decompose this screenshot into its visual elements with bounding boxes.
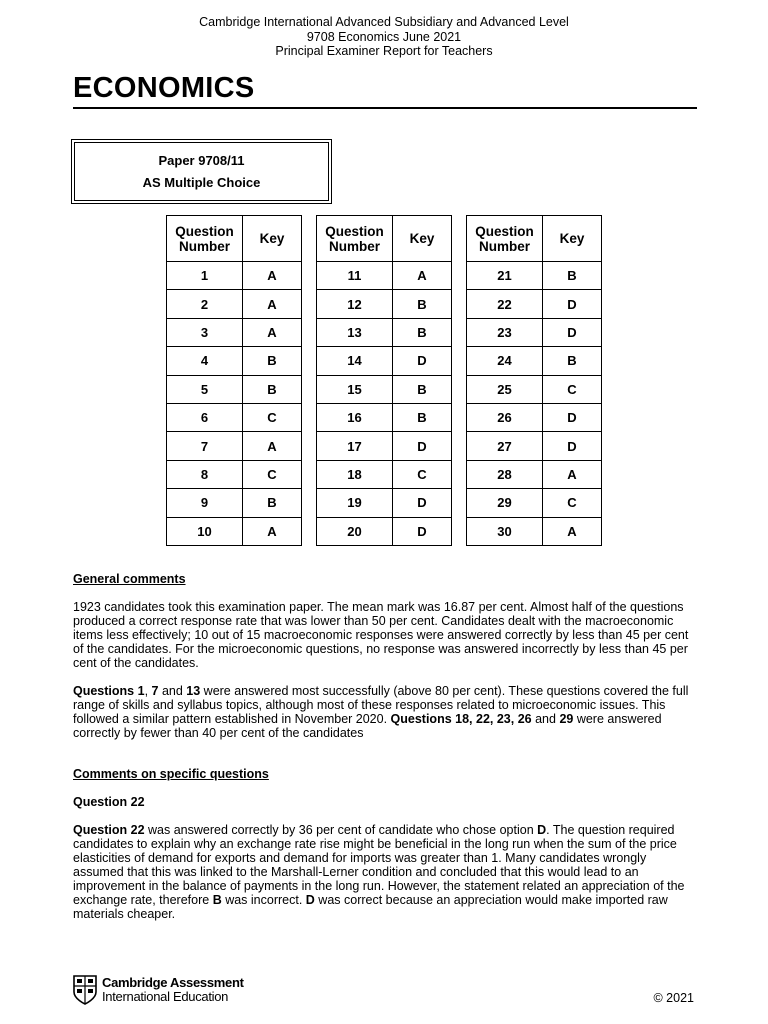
paper-code: Paper 9708/11 [158, 152, 245, 168]
table-row [167, 517, 302, 545]
question-number-cell: 5 [167, 375, 243, 403]
cambridge-logo [73, 975, 244, 1005]
page-title: ECONOMICS [73, 72, 255, 104]
key-cell: C [243, 460, 302, 488]
specific-comments-section [73, 767, 698, 921]
question-number-cell: 18 [317, 460, 393, 488]
question-number-cell: 12 [317, 290, 393, 318]
table-row [167, 290, 302, 318]
key-cell: D [393, 432, 452, 460]
paper-type: AS Multiple Choice [142, 174, 261, 190]
question-number-cell: 1 [167, 262, 243, 290]
question-number-cell: 2 [167, 290, 243, 318]
header-line-1: Cambridge International Advanced Subsidiary and Advanced Level [199, 15, 569, 29]
table-row [467, 432, 602, 460]
key-cell: A [243, 290, 302, 318]
key-cell: D [393, 517, 452, 545]
question-number-cell: 15 [317, 375, 393, 403]
question-number-cell: 25 [467, 375, 543, 403]
question-number-cell: 8 [167, 460, 243, 488]
key-cell: D [543, 403, 602, 431]
table-row [467, 318, 602, 346]
key-header: Key [543, 216, 602, 262]
question-22-heading: Question 22 [73, 795, 145, 809]
question-number-cell: 6 [167, 403, 243, 431]
key-header: Key [243, 216, 302, 262]
key-cell: B [243, 489, 302, 517]
key-cell: A [243, 262, 302, 290]
table-row [167, 489, 302, 517]
question-number-cell: 23 [467, 318, 543, 346]
question-number-cell: 11 [317, 262, 393, 290]
table-row [167, 262, 302, 290]
table-row [167, 318, 302, 346]
table-row [467, 489, 602, 517]
key-cell: A [393, 262, 452, 290]
key-cell: B [243, 375, 302, 403]
question-number-header: Question Number [317, 216, 393, 262]
key-cell: B [243, 347, 302, 375]
key-cell: C [243, 403, 302, 431]
question-number-cell: 22 [467, 290, 543, 318]
question-number-cell: 16 [317, 403, 393, 431]
key-cell: A [543, 460, 602, 488]
question-number-cell: 17 [317, 432, 393, 460]
question-number-cell: 9 [167, 489, 243, 517]
table-row [317, 489, 452, 517]
table-row [167, 375, 302, 403]
question-number-cell: 26 [467, 403, 543, 431]
key-cell: C [543, 489, 602, 517]
copyright: © 2021 [653, 991, 694, 1005]
table-row [167, 403, 302, 431]
key-cell: B [393, 290, 452, 318]
table-row [467, 290, 602, 318]
key-cell: B [543, 262, 602, 290]
key-header: Key [393, 216, 452, 262]
table-row [467, 375, 602, 403]
table-row [317, 375, 452, 403]
table-row [317, 432, 452, 460]
answer-key-table-3 [466, 215, 602, 546]
general-comments-section [73, 572, 698, 740]
header-line-2: 9708 Economics June 2021 [306, 29, 462, 44]
question-number-header: Question Number [467, 216, 543, 262]
table-row [317, 262, 452, 290]
question-number-cell: 27 [467, 432, 543, 460]
title-rule [73, 107, 697, 109]
question-22-paragraph: Question 22 was answered correctly by 36 per cent of candidate who chose option D. The question required candidates to explain why an exchange rate rise might be beneficial in the long run when the sum of the price elasticities of demand for exports and demand for imports was greater than 1. Many candidates wrongly assumed that this was linked to the Marshall-Lerner condition and concluded that this would lead to an improvement in the balance of payments in the long run. However, the statement related an appreciation of the exchange rate, therefore B was incorrect. D was correct because an appreciation would make imported raw materials cheaper. [73, 823, 685, 921]
question-number-cell: 4 [167, 347, 243, 375]
question-number-cell: 10 [167, 517, 243, 545]
general-comments-paragraph-2: Questions 1, 7 and 13 were answered most successfully (above 80 per cent). These questions covered the full range of skills and syllabus topics, although most of these responses related to microeconomic issues. This followed a similar pattern established in November 2020. Questions 18, 22, 23, 26 and 29 were answered correctly by fewer than 40 per cent of the candidates [73, 684, 689, 740]
table-row [467, 403, 602, 431]
question-number-cell: 24 [467, 347, 543, 375]
key-cell: B [393, 375, 452, 403]
table-row [317, 318, 452, 346]
paper-info-box [71, 139, 332, 204]
question-number-cell: 29 [467, 489, 543, 517]
table-row [467, 460, 602, 488]
question-number-cell: 19 [317, 489, 393, 517]
question-number-header: Question Number [167, 216, 243, 262]
header-line-3: Principal Examiner Report for Teachers [275, 44, 493, 58]
key-cell: D [543, 290, 602, 318]
key-cell: A [243, 517, 302, 545]
table-row [317, 460, 452, 488]
key-cell: B [393, 318, 452, 346]
logo-line-2: International Education [102, 989, 229, 1004]
answer-key-table-1 [166, 215, 302, 546]
general-comments-heading: General comments [73, 572, 186, 586]
question-number-cell: 28 [467, 460, 543, 488]
key-cell: A [243, 432, 302, 460]
question-number-cell: 20 [317, 517, 393, 545]
logo-line-1: Cambridge Assessment [102, 975, 244, 990]
key-cell: C [393, 460, 452, 488]
table-row [317, 290, 452, 318]
report-header [0, 15, 768, 59]
question-number-cell: 7 [167, 432, 243, 460]
answer-key-table-2 [316, 215, 452, 546]
table-row [467, 517, 602, 545]
question-number-cell: 13 [317, 318, 393, 346]
general-comments-paragraph-1: 1923 candidates took this examination paper. The mean mark was 16.87 per cent. Almost half of the questions produced a correct response rate that was lower than 50 per cent. Candidates dealt with the macroeconomic items less effectively; 10 out of 15 macroeconomic responses were answered correctly by less than 45 per cent of the candidates. For the microeconomic questions, no response was answered incorrectly by less than 45 per cent of the candidates. [73, 600, 689, 670]
question-number-cell: 3 [167, 318, 243, 346]
question-number-cell: 21 [467, 262, 543, 290]
table-row [467, 347, 602, 375]
key-cell: B [543, 347, 602, 375]
question-number-cell: 14 [317, 347, 393, 375]
key-cell: D [543, 318, 602, 346]
key-cell: D [393, 347, 452, 375]
key-cell: C [543, 375, 602, 403]
table-row [467, 262, 602, 290]
key-cell: D [393, 489, 452, 517]
table-row [317, 517, 452, 545]
key-cell: B [393, 403, 452, 431]
table-row [317, 347, 452, 375]
specific-comments-heading: Comments on specific questions [73, 767, 269, 781]
key-cell: A [243, 318, 302, 346]
table-row [167, 460, 302, 488]
table-row [167, 432, 302, 460]
key-cell: D [543, 432, 602, 460]
table-row [167, 347, 302, 375]
table-row [317, 403, 452, 431]
cambridge-shield-icon [73, 975, 97, 1005]
question-number-cell: 30 [467, 517, 543, 545]
key-cell: A [543, 517, 602, 545]
